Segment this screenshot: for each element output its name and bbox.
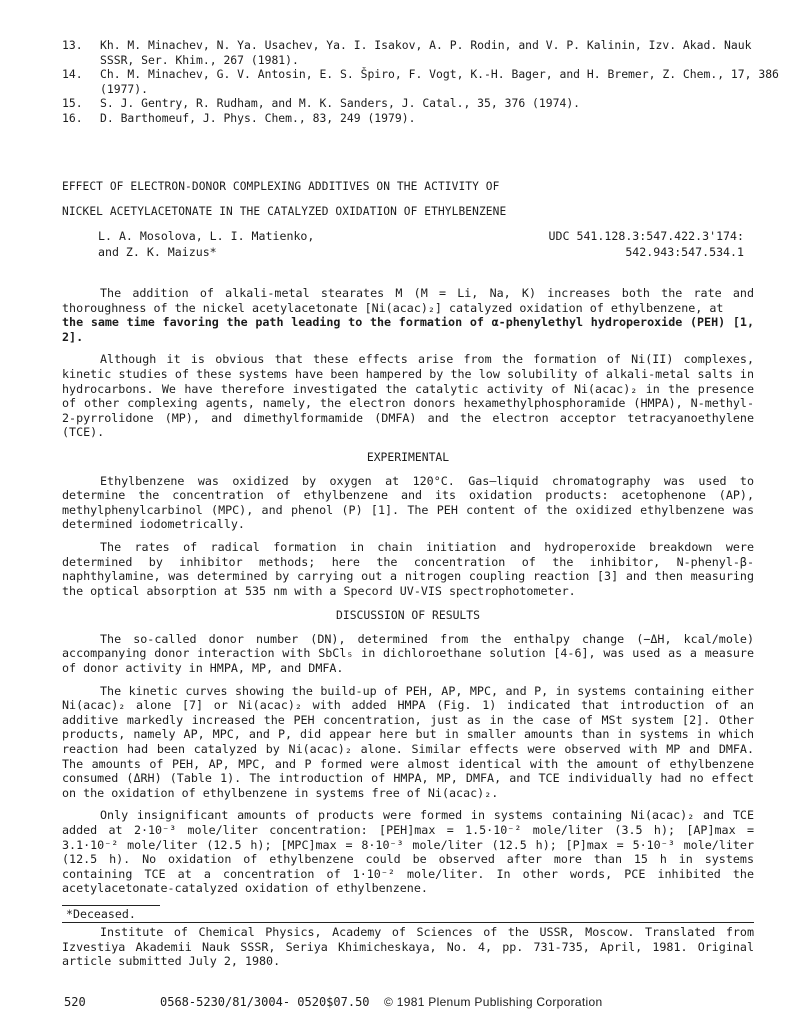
reference-number: 13. bbox=[62, 38, 83, 52]
section-heading-discussion: DISCUSSION OF RESULTS bbox=[335, 608, 480, 623]
author-list bbox=[98, 228, 314, 260]
reference-number: 15. bbox=[62, 96, 83, 111]
reference-text: Ch. M. Minachev, G. V. Antosin, E. S. Špiro, F. Vogt, K.-H. Bager, and H. Bremer, Z. Chem., 17, 386 (1977). bbox=[100, 67, 779, 96]
reference-text: D. Barthomeuf, J. Phys. Chem., 83, 249 (1979). bbox=[100, 110, 416, 125]
udc-line-2: 542.943:547.534.1 bbox=[625, 245, 744, 259]
reference-number: 16. bbox=[62, 110, 83, 125]
page-number: 520 bbox=[64, 995, 86, 1009]
paragraph-method: Ethylbenzene was oxidized by oxygen at 120°C. Gas–liquid chromatography was used to determine the concentration of ethylbenzene and its oxidation products: acetophenone (AP), methylphenylcarbinol (MPC), and phenol (P) [1]. The PEH content of the oxidized ethylbenzene was determined iodometrically. bbox=[62, 473, 754, 532]
title-line-2: NICKEL ACETYLACETONATE IN THE CATALYZED OXIDATION OF ETHYLBENZENE bbox=[62, 205, 507, 218]
authors-line-1: L. A. Mosolova, L. I. Matienko, bbox=[98, 229, 315, 243]
paragraph-donor-number: The so-called donor number (DN), determined from the enthalpy change (−ΔH, kcal/mole) accompanying donor interaction with SbCl₅ in dichloroethane solution [4-6], was used as a measure of donor activity in HMPA, MP, and DMFA. bbox=[62, 631, 754, 676]
footnote: *Deceased. bbox=[66, 907, 136, 921]
copyright-notice: © 1981 Plenum Publishing Corporation bbox=[384, 995, 603, 1009]
reference-list bbox=[62, 38, 782, 126]
section-heading-experimental: EXPERIMENTAL bbox=[366, 449, 450, 464]
paragraph-intro: The addition of alkali-metal stearates M (M = Li, Na, K) increases both the rate and thoroughness of the nickel acetylacetonate [Ni(acac)₂] catalyzed oxidation of ethylbenzene, at bbox=[62, 286, 754, 315]
article-code: 0568-5230/81/3004- 0520$07.50 bbox=[160, 995, 370, 1009]
affiliation-divider bbox=[62, 922, 754, 923]
udc-classification bbox=[520, 228, 744, 260]
reference-number: 14. bbox=[62, 67, 83, 82]
reference-text: Kh. M. Minachev, N. Ya. Usachev, Ya. I. Isakov, A. P. Rodin, and V. P. Kalinin, Izv. Akad. Nauk SSSR, Ser. Khim., 267 (1981). bbox=[100, 38, 752, 67]
reference-item bbox=[62, 96, 782, 111]
reference-item bbox=[62, 67, 782, 96]
footnote-divider bbox=[62, 905, 160, 906]
article-title bbox=[62, 174, 762, 224]
udc-line-1: UDC 541.128.3:547.422.3'174: bbox=[548, 229, 744, 243]
reference-text: S. J. Gentry, R. Rudham, and M. K. Sanders, J. Catal., 35, 376 (1974). bbox=[100, 96, 581, 111]
paragraph-inhibitor: The rates of radical formation in chain initiation and hydroperoxide breakdown were determined by inhibitor methods; here the concentration of the inhibitor, N-phenyl-β-naphthylamine, was determined by carrying out a nitrogen coupling reaction [3] and then measuring the optical absorption at 535 nm with a Specord UV-VIS spectrophotometer. bbox=[62, 539, 754, 598]
reference-item bbox=[62, 38, 782, 67]
paragraph-tce: Only insignificant amounts of products were formed in systems containing Ni(acac)₂ and TCE added at 2·10⁻³ mole/liter concentration: [PEH]max = 1.5·10⁻² mole/liter (3.5 h); [AP]max = 3.1·10⁻² mole/liter (12.5 h); [MPC]max = 8·10⁻³ mole/liter (12.5 h); [P]max = 5·10⁻³ mole/liter (12.5 h). No oxidation of ethylbenzene could be observed after more than 15 h in systems containing TCE at a concentration of 1·10⁻² mole/liter. In other words, PCE inhibited the acetylacetonate-catalyzed oxidation of ethylbenzene. bbox=[62, 808, 754, 896]
paragraph-motivation: Although it is obvious that these effects arise from the formation of Ni(II) complexes, kinetic studies of these systems have been hampered by the low solubility of alkali-metal salts in hydrocarbons. We have therefore investigated the catalytic activity of Ni(acac)₂ in the presence of other complexing agents, namely, the electron donors hexamethylphosphoramide (HMPA), N-methyl-2-pyrrolidone (MP), and dimethylformamide (DMFA) and the electron acceptor tetracyanoethylene (TCE). bbox=[62, 352, 754, 440]
paragraph-kinetics: The kinetic curves showing the build-up of PEH, AP, MPC, and P, in systems containing either Ni(acac)₂ alone [7] or Ni(acac)₂ with added HMPA (Fig. 1) indicated that introduction of an additive markedly increased the PEH concentration, just as in the case of MSt system [2]. Other products, namely AP, MPC, and P, did appear here but in smaller amounts than in systems in which reaction had been catalyzed by Ni(acac)₂ alone. Similar effects were observed with MP and DMFA. The amounts of PEH, AP, MPC, and P formed were almost identical with the amount of ethylbenzene consumed (ΔRH) (Table 1). The introduction of HMPA, MP, DMFA, and TCE individually had no effect on the oxidation of ethylbenzene in systems free of Ni(acac)₂. bbox=[62, 683, 754, 800]
title-line-1: EFFECT OF ELECTRON-DONOR COMPLEXING ADDITIVES ON THE ACTIVITY OF bbox=[62, 180, 500, 193]
reference-item bbox=[62, 111, 782, 126]
article-body bbox=[62, 286, 754, 904]
affiliation-note: Institute of Chemical Physics, Academy of Sciences of the USSR, Moscow. Translated from Izvestiya Akademii Nauk SSSR, Seriya Khimicheskaya, No. 4, pp. 731-735, April, 1981. Original article submitted July 2, 1980. bbox=[62, 925, 754, 969]
authors-line-2: and Z. K. Maizus* bbox=[98, 245, 217, 259]
paragraph-intro-continued: the same time favoring the path leading to the formation of α-phenylethyl hydroperoxide (PEH) [1, 2]. bbox=[62, 315, 754, 344]
